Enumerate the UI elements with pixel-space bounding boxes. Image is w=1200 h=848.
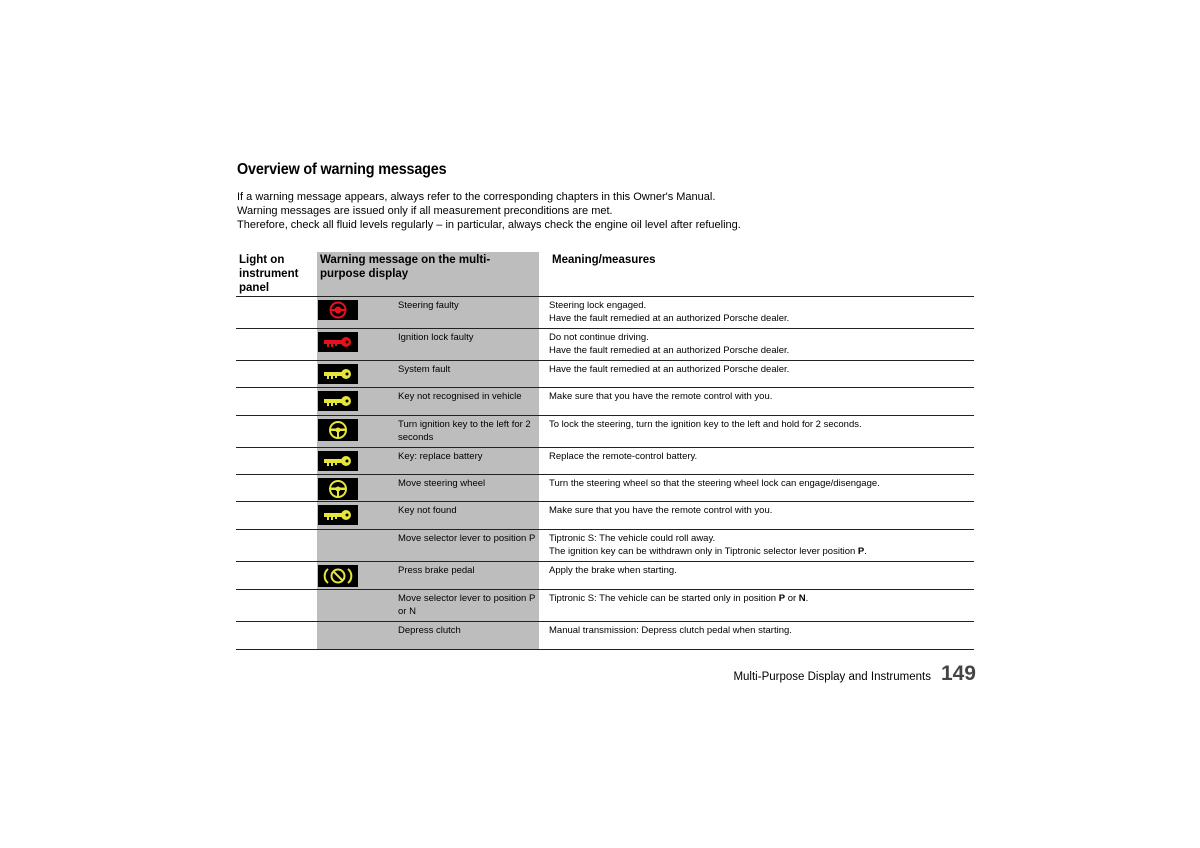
header-light: Light on instrument panel xyxy=(239,254,299,294)
meaning-line: To lock the steering, turn the ignition key to the left and hold for 2 seconds. xyxy=(549,419,862,430)
intro-text xyxy=(237,190,977,232)
message-cell xyxy=(317,297,539,328)
message-text: Move selector lever to position P xyxy=(398,533,536,544)
message-text: Key not recognised in vehicle xyxy=(398,391,522,402)
light-cell xyxy=(236,475,317,501)
warning-messages-table xyxy=(236,252,974,650)
message-text: System fault xyxy=(398,364,451,375)
meaning-line: Have the fault remedied at an authorized Porsche dealer. xyxy=(549,344,790,356)
intro-line: Warning messages are issued only if all measurement preconditions are met. xyxy=(237,205,613,217)
table-row xyxy=(236,448,974,475)
meaning-line: Turn the steering wheel so that the steering wheel lock can engage/disengage. xyxy=(549,478,880,489)
key-icon xyxy=(318,364,358,384)
table-row xyxy=(236,416,974,448)
header-meaning: Meaning/measures xyxy=(552,254,656,266)
meaning-line: Replace the remote-control battery. xyxy=(549,451,698,462)
table-header xyxy=(236,252,974,297)
table-row xyxy=(236,361,974,388)
meaning-line: Have the fault remedied at an authorized Porsche dealer. xyxy=(549,364,790,375)
message-cell xyxy=(317,329,539,360)
table-row xyxy=(236,329,974,361)
intro-line: Therefore, check all fluid levels regularly – in particular, always check the engine oil level after refueling. xyxy=(237,219,741,231)
table-row xyxy=(236,297,974,329)
message-cell xyxy=(317,448,539,474)
message-text: Key: replace battery xyxy=(398,451,483,462)
message-cell xyxy=(317,562,539,589)
meaning-line: Have the fault remedied at an authorized Porsche dealer. xyxy=(549,312,790,324)
key-icon xyxy=(318,332,358,352)
meaning-line: Manual transmission: Depress clutch pedal when starting. xyxy=(549,625,792,636)
brake-icon xyxy=(318,565,358,587)
light-cell xyxy=(236,502,317,529)
meaning-line: Tiptronic S: The vehicle could roll away. xyxy=(549,533,716,544)
meaning-cell xyxy=(539,590,974,621)
intro-line: If a warning message appears, always refer to the corresponding chapters in this Owner's Manual. xyxy=(237,191,716,203)
table-row xyxy=(236,590,974,622)
light-cell xyxy=(236,590,317,621)
footer-section-title: Multi-Purpose Display and Instruments xyxy=(733,671,931,683)
meaning-line: Do not continue driving. xyxy=(549,332,649,343)
message-cell xyxy=(317,361,539,387)
message-cell xyxy=(317,502,539,529)
key-icon xyxy=(318,391,358,411)
table-row xyxy=(236,388,974,416)
message-cell xyxy=(317,388,539,415)
meaning-cell xyxy=(539,622,974,649)
table-row xyxy=(236,502,974,530)
message-cell xyxy=(317,416,539,447)
meaning-cell xyxy=(539,448,974,474)
message-text: Depress clutch xyxy=(398,625,461,636)
meaning-line: Make sure that you have the remote control with you. xyxy=(549,391,773,402)
message-text: Key not found xyxy=(398,505,457,516)
message-text: Turn ignition key to the left for 2 seconds xyxy=(398,419,531,443)
light-cell xyxy=(236,562,317,589)
key-icon xyxy=(318,505,358,525)
message-cell xyxy=(317,622,539,649)
message-text: Move steering wheel xyxy=(398,478,486,489)
table-row xyxy=(236,475,974,502)
light-cell xyxy=(236,416,317,447)
header-message: Warning message on the multi-purpose display xyxy=(317,252,539,296)
meaning-cell xyxy=(539,297,974,328)
key-icon xyxy=(318,451,358,471)
light-cell xyxy=(236,361,317,387)
meaning-cell xyxy=(539,361,974,387)
message-cell xyxy=(317,475,539,501)
meaning-cell xyxy=(539,329,974,360)
meaning-line: Steering lock engaged. xyxy=(549,300,647,311)
table-row xyxy=(236,562,974,590)
meaning-line: The ignition key can be withdrawn only in Tiptronic selector lever position P. xyxy=(549,545,867,557)
message-cell xyxy=(317,530,539,561)
meaning-line: Make sure that you have the remote control with you. xyxy=(549,505,773,516)
light-cell xyxy=(236,388,317,415)
meaning-cell xyxy=(539,562,974,589)
steering-wheel-icon xyxy=(318,478,358,500)
message-text: Press brake pedal xyxy=(398,565,475,576)
meaning-line: Tiptronic S: The vehicle can be started only in position P or N. xyxy=(549,593,809,604)
steering-lock-icon xyxy=(318,300,358,320)
page-footer xyxy=(733,662,976,686)
page-number: 149 xyxy=(940,662,976,685)
meaning-cell xyxy=(539,475,974,501)
light-cell xyxy=(236,622,317,649)
light-cell xyxy=(236,329,317,360)
light-cell xyxy=(236,297,317,328)
meaning-cell xyxy=(539,388,974,415)
meaning-cell xyxy=(539,502,974,529)
light-cell xyxy=(236,448,317,474)
steering-wheel-icon xyxy=(318,419,358,441)
meaning-cell xyxy=(539,530,974,561)
meaning-line: Apply the brake when starting. xyxy=(549,565,677,576)
message-text: Steering faulty xyxy=(398,300,459,311)
message-cell xyxy=(317,590,539,621)
table-row xyxy=(236,530,974,562)
page-title: Overview of warning messages xyxy=(237,161,447,178)
message-text: Ignition lock faulty xyxy=(398,332,474,343)
meaning-cell xyxy=(539,416,974,447)
light-cell xyxy=(236,530,317,561)
table-row xyxy=(236,622,974,650)
message-text: Move selector lever to position P or N xyxy=(398,593,536,617)
